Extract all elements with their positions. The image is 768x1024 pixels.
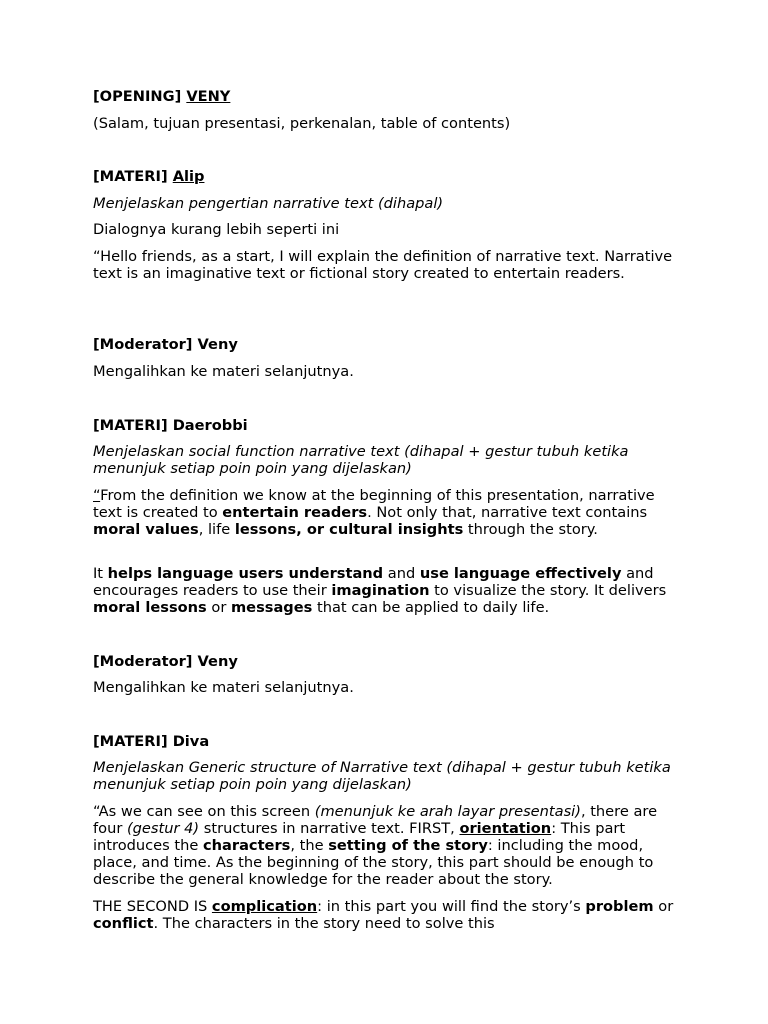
materi-daerobbi-instruction: Menjelaskan social function narrative text (dihapal + gestur tubuh ketika menunjuk setiap poin poin yang dijelaskan): [93, 443, 629, 477]
opening-presenter: VENY: [186, 88, 231, 105]
opening-label: [OPENING]: [93, 88, 187, 105]
materi-daerobbi-paragraph-2: It helps language users understand and use language effectively and encourages readers to use their imagination to visualize the story. It delivers moral lessons or messages that can be applied to daily life.: [93, 565, 667, 616]
opening-heading: [93, 88, 678, 105]
materi-alip-dialog: “Hello friends, as a start, I will explain the definition of narrative text. Narrative text is an imaginative text or fictional story created to entertain readers.: [93, 248, 673, 282]
opening-description: (Salam, tujuan presentasi, perkenalan, table of contents): [93, 115, 511, 132]
materi-diva-instruction: Menjelaskan Generic structure of Narrative text (dihapal + gestur tubuh ketika menunjuk setiap poin poin yang dijelaskan): [93, 759, 671, 793]
materi-alip-instruction: Menjelaskan pengertian narrative text (dihapal): [93, 195, 444, 212]
materi-diva-heading: [MATERI] Diva: [93, 733, 210, 750]
materi-daerobbi-paragraph-1: “From the definition we know at the beginning of this presentation, narrative text is created to entertain readers. Not only that, narrative text contains moral values, life lessons, or cultural insights through the story.: [93, 487, 655, 538]
materi-alip-presenter: Alip: [172, 168, 205, 185]
materi-label: [MATERI]: [93, 168, 173, 185]
materi-daerobbi-heading: [MATERI] Daerobbi: [93, 417, 248, 434]
materi-diva-paragraph-1: “As we can see on this screen (menunjuk ke arah layar presentasi), there are four (gestur 4) structures in narrative text. FIRST, orientation: This part introduces the characters, the setting of the story: including the mood, place, and time. As the beginning of the story, this part should be enough to describe the general knowledge for the reader about the story.: [93, 803, 658, 888]
materi-diva-paragraph-2: THE SECOND IS complication: in this part you will find the story’s problem or conflict. The characters in the story need to solve this: [93, 898, 674, 932]
moderator-text: Mengalihkan ke materi selanjutnya.: [93, 363, 354, 380]
materi-alip-note: Dialognya kurang lebih seperti ini: [93, 221, 340, 238]
moderator-heading: [Moderator] Veny: [93, 336, 238, 353]
moderator-heading: [Moderator] Veny: [93, 653, 238, 670]
materi-alip-heading: [93, 168, 678, 185]
moderator-text: Mengalihkan ke materi selanjutnya.: [93, 679, 354, 696]
